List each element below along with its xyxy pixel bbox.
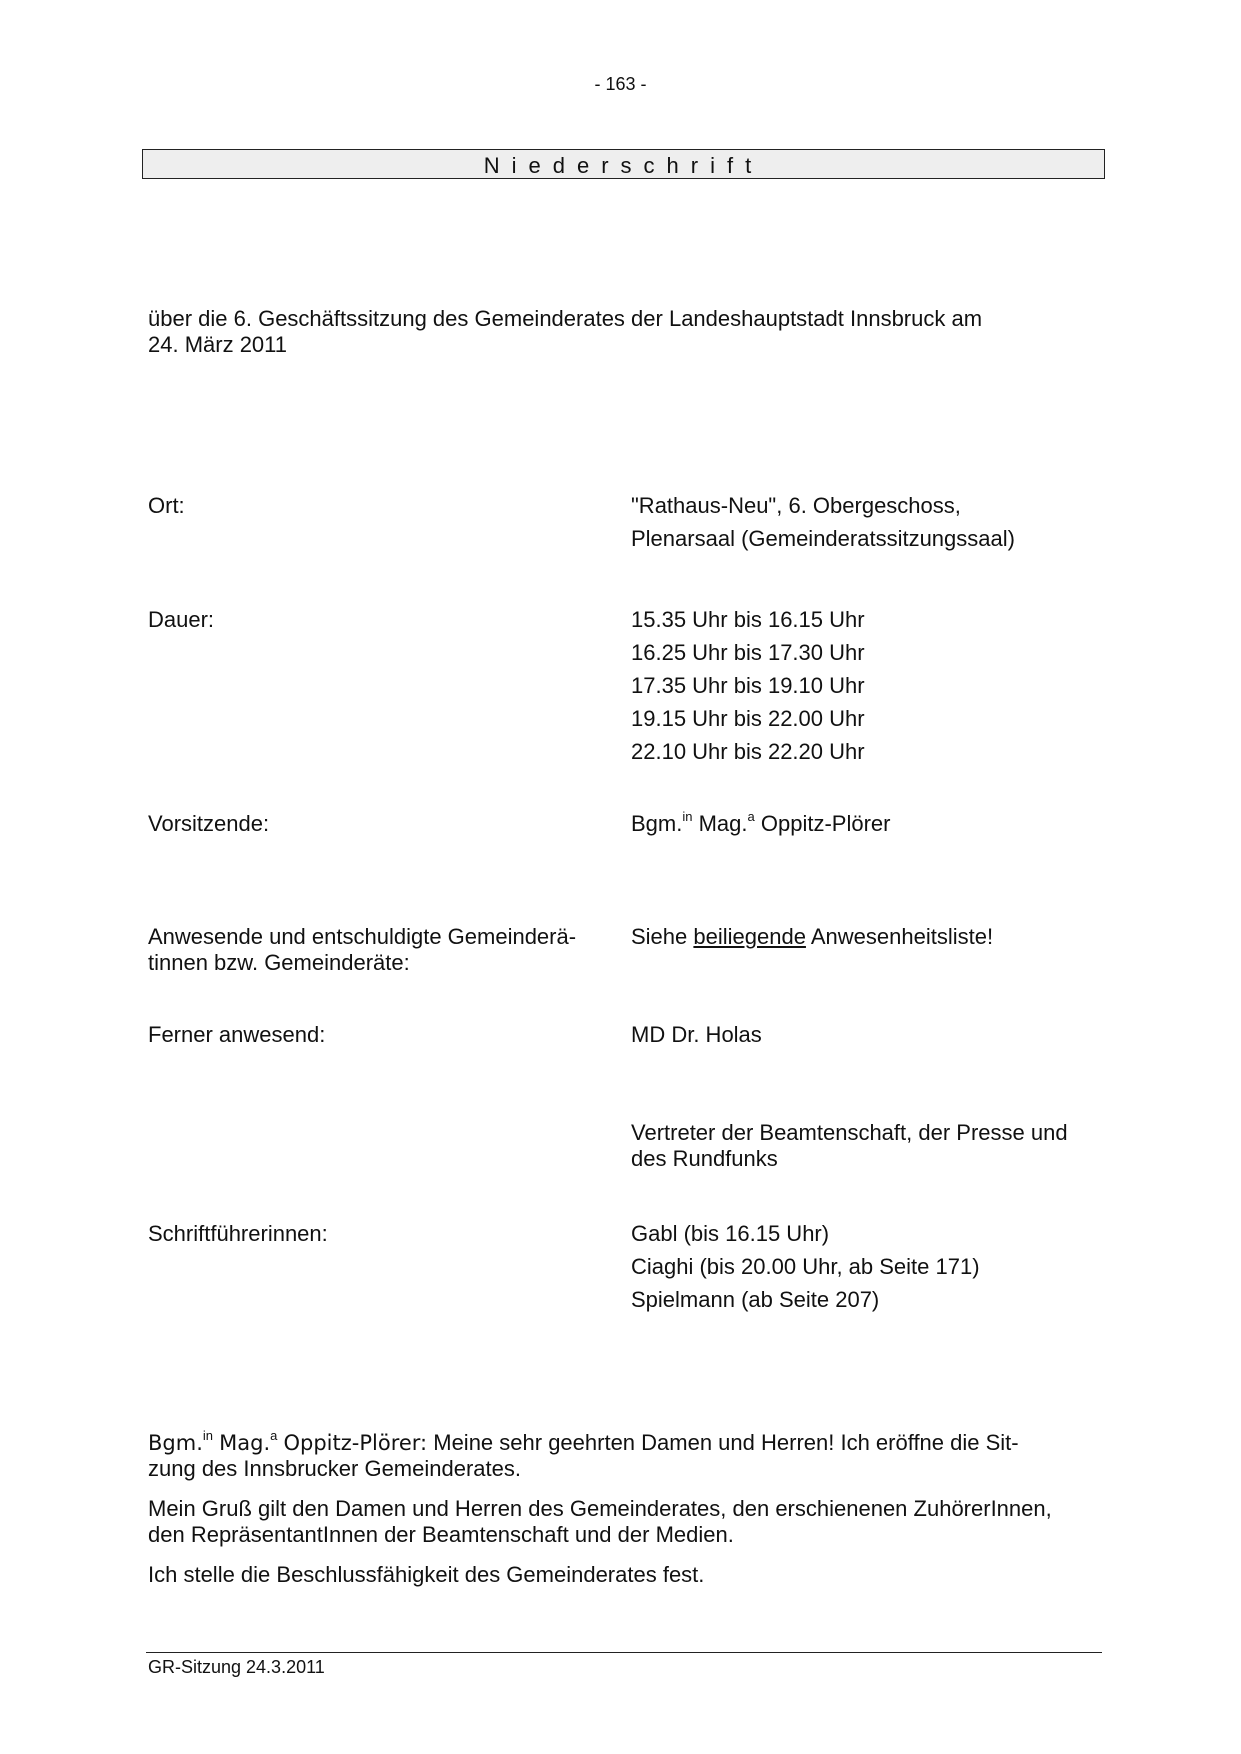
subject-line-1: über die 6. Geschäftssitzung des Gemeinderates der Landeshauptstadt Innsbruck am <box>148 306 983 331</box>
ort-line-2: Plenarsaal (Gemeinderatssitzungssaal) <box>631 526 1015 551</box>
dauer-line: 17.35 Uhr bis 19.10 Uhr <box>631 673 865 698</box>
footer-divider <box>146 1652 1102 1653</box>
dauer-line: 16.25 Uhr bis 17.30 Uhr <box>631 640 865 665</box>
schrift-line: Ciaghi (bis 20.00 Uhr, ab Seite 171) <box>631 1254 980 1279</box>
speaker-mag: Mag. <box>219 1431 271 1455</box>
speaker-bgm-superscript: in <box>202 1428 213 1443</box>
dauer-label: Dauer: <box>148 607 215 632</box>
dauer-value <box>631 603 865 768</box>
schrift-line: Gabl (bis 16.15 Uhr) <box>631 1221 830 1246</box>
ferner-extra <box>631 1120 1068 1172</box>
anwesende-pre: Siehe <box>631 924 688 949</box>
mag-superscript: a <box>747 809 755 824</box>
dauer-line: 15.35 Uhr bis 16.15 Uhr <box>631 607 865 632</box>
ort-label: Ort: <box>148 493 185 518</box>
anwesende-label <box>148 924 576 976</box>
vorsitzende-label: Vorsitzende: <box>148 811 270 836</box>
opening-text: Meine sehr geehrten Damen und Herren! Ich eröffne die Sit- <box>433 1430 1019 1455</box>
anwesende-post: Anwesenheitsliste! <box>810 924 994 949</box>
ferner-label: Ferner anwesend: <box>148 1022 326 1047</box>
anwesende-value <box>631 924 993 950</box>
ort-line-1: "Rathaus-Neu", 6. Obergeschoss, <box>631 493 961 518</box>
speaker-mag-superscript: a <box>270 1428 278 1443</box>
document-title: Niederschrift <box>142 149 1105 179</box>
subject-line-2: 24. März 2011 <box>148 332 288 357</box>
opening-paragraph <box>148 1430 1098 1482</box>
chair-name: Oppitz-Plörer <box>760 811 891 836</box>
ferner-value: MD Dr. Holas <box>631 1022 762 1047</box>
vorsitzende-value <box>631 807 890 840</box>
page-number: - 163 - <box>594 74 647 94</box>
bgm-title: Bgm. <box>631 811 683 836</box>
ort-value <box>631 489 1015 555</box>
footer-text: GR-Sitzung 24.3.2011 <box>148 1657 325 1677</box>
bgm-superscript: in <box>682 809 693 824</box>
meeting-subject <box>148 306 1078 358</box>
greeting-line-1: Mein Gruß gilt den Damen und Herren des Gemeinderates, den erschienenen ZuhörerInnen, <box>148 1496 1052 1521</box>
speaker-name: Oppitz-Plörer: <box>283 1431 428 1455</box>
dauer-line: 19.15 Uhr bis 22.00 Uhr <box>631 706 865 731</box>
schrift-label: Schriftführerinnen: <box>148 1221 328 1246</box>
attachment-reference: beiliegende <box>693 924 806 949</box>
anwesende-label-line-2: tinnen bzw. Gemeinderäte: <box>148 950 410 975</box>
schrift-line: Spielmann (ab Seite 207) <box>631 1287 880 1312</box>
speaker-bgm: Bgm. <box>148 1431 203 1455</box>
dauer-line: 22.10 Uhr bis 22.20 Uhr <box>631 739 865 764</box>
schrift-value <box>631 1217 980 1316</box>
greeting-paragraph <box>148 1496 1098 1548</box>
opening-line-1 <box>148 1430 1098 1456</box>
ferner-extra-line-1: Vertreter der Beamtenschaft, der Presse und <box>631 1120 1068 1145</box>
ferner-extra-line-2: des Rundfunks <box>631 1146 778 1171</box>
mag-title: Mag. <box>698 811 748 836</box>
anwesende-label-line-1: Anwesende und entschuldigte Gemeinderä- <box>148 924 577 949</box>
greeting-line-2: den RepräsentantInnen der Beamtenschaft und der Medien. <box>148 1522 734 1547</box>
quorum-paragraph: Ich stelle die Beschlussfähigkeit des Gemeinderates fest. <box>148 1562 705 1587</box>
opening-line-2: zung des Innsbrucker Gemeinderates. <box>148 1456 521 1481</box>
